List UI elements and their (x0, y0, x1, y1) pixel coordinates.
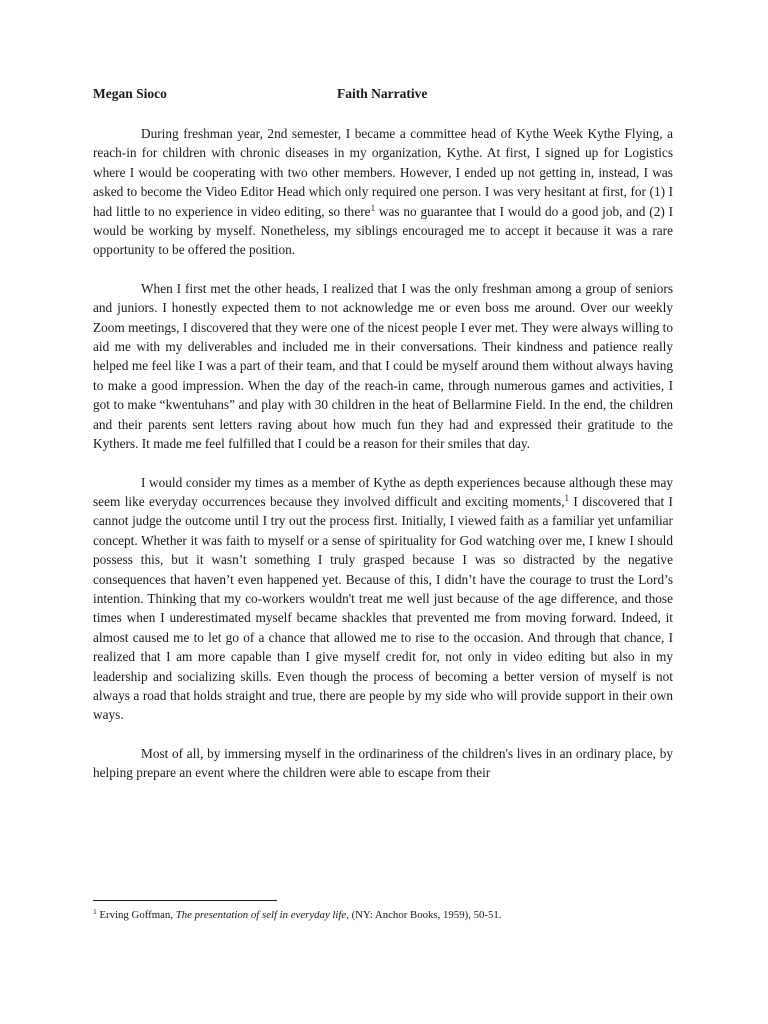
document-page (93, 86, 673, 783)
footnote-ref: 1 (564, 492, 570, 503)
footnote-author: Erving Goffman, (96, 909, 176, 921)
paragraph-3-text-a: I would consider my times as a member of Kythe as depth experiences because although these may seem like everyday occurrences because they involved difficult and exciting moments, (93, 474, 673, 509)
footnote-marker: 1 (93, 907, 97, 916)
document-title: Faith Narrative (337, 86, 428, 101)
footnote-book-title: The presentation of self in everyday life (175, 909, 347, 921)
footnote-publication: , (NY: Anchor Books, 1959), 50-51. (346, 909, 502, 921)
paragraph-3 (93, 473, 673, 725)
footnote-ref: 1 (370, 202, 376, 213)
paragraph-1-text-a: During freshman year, 2nd semester, I became a committee head of Kythe Week Kythe Flying, a reach-in for children with chronic diseases in my organization, Kythe. At first, I signed up for Logistics where I would be cooperating with two other members. However, I ended up not getting in, instead, I was asked to become the Video Editor Head which only required one person. I was very hesitant at first, for (1) I had little to no experience in video editing, so there (93, 126, 673, 219)
paragraph-4: Most of all, by immersing myself in the ordinariness of the children's lives in an ordinary place, by helping prepare an event where the children were able to escape from their (93, 745, 673, 781)
paragraph-3-text-b: I discovered that I cannot judge the outcome until I try out the process first. Initially, I viewed faith as a familiar yet unfamiliar concept. Whether it was faith to myself or a sense of spirituality for God watching over me, I knew I should possess this, but it wasn’t something I truly grasped because I was so distracted by the negative consequences that haven’t even happened yet. Because of this, I didn’t have the courage to trust the Lord’s intention. Thinking that my co-workers wouldn't treat me well just because of the age difference, and those times when I underestimated myself became shackles that prevented me from moving forward. Indeed, it almost caused me to let go of a chance that allowed me to rise to the occasion. And through that chance, I realized that I am more capable than I give myself credit for, not only in video editing but also in my leadership and socializing skills. Even though the process of becoming a better version of myself is not always a road that holds straight and true, there are people by my side who will provide support in their own ways. (93, 493, 673, 723)
paragraph-2: When I first met the other heads, I realized that I was the only freshman among a group of seniors and juniors. I honestly expected them to not acknowledge me or even boss me around. Over our weekly Zoom meetings, I discovered that they were one of the nicest people I ever met. They were always willing to aid me with my deliverables and included me in their conversations. Their kindness and patience really helped me feel like I was a part of their team, and that I could be myself around them without always having to make a good impression. When the day of the reach-in came, through numerous games and activities, I got to make “kwentuhans” and play with 30 children in the heat of Bellarmine Field. In the end, the children and their parents sent letters raving about how much fun they had and expressed their gratitude to the Kythers. It made me feel fulfilled that I could be a reason for their smiles that day. (93, 280, 673, 452)
document-header (93, 86, 673, 108)
paragraph-1 (93, 124, 673, 260)
author-name: Megan Sioco (93, 86, 167, 101)
footnote-separator (93, 900, 277, 901)
paragraph-1-text-b: was no guarantee that I would do a good job, and (2) I would be working by myself. Nonetheless, my siblings encouraged me to accept it because it was a rare opportunity to be offered the position. (93, 203, 673, 258)
footnote (93, 908, 502, 922)
